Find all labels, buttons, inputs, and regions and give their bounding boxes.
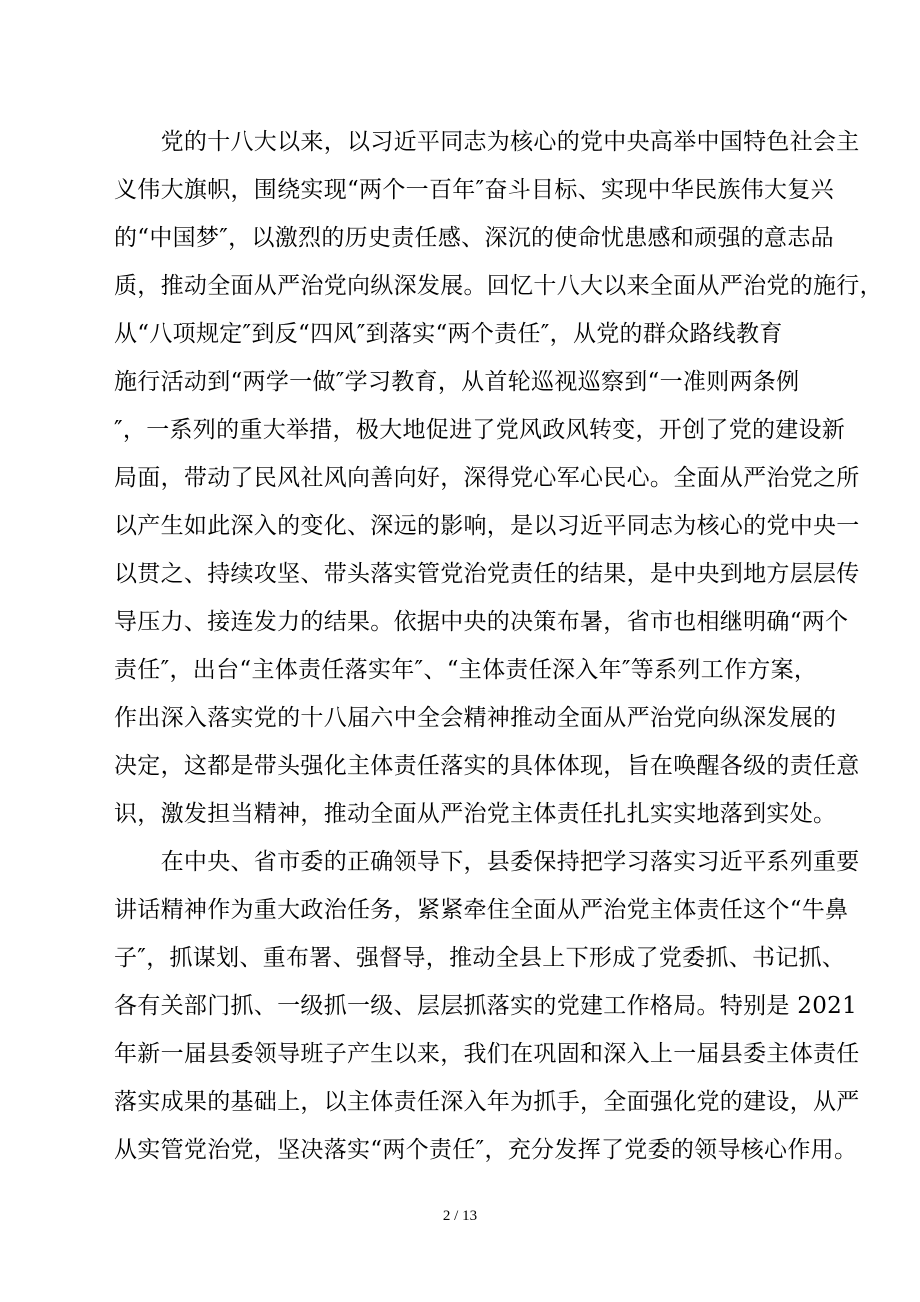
text-line: 作出深入落实党的十八届六中全会精神推动全面从严治党向纵深发展的 <box>114 705 837 731</box>
text-line: 落实成果的基础上，以主体责任深入年为抓手，全面强化党的建设，从严 <box>114 1089 860 1115</box>
text-line: 质，推动全面从严治党向纵深发展。回忆十八大以来全面从严治党的施行， <box>114 273 883 299</box>
text-line: 在中央、省市委的正确领导下，县委保持把学习落实习近平系列重要 <box>114 849 860 875</box>
text-line: ″，一系列的重大举措，极大地促进了党风政风转变，开创了党的建设新 <box>114 417 846 443</box>
text-line: 从“八项规定″到反“四风″到落实“两个责任″，从党的群众路线教育 <box>114 321 783 347</box>
text-line: 义伟大旗帜，围绕实现“两个一百年″奋斗目标、实现中华民族伟大复兴 <box>114 177 834 203</box>
text-line: 导压力、接连发力的结果。依据中央的决策布暑，省市也相继明确“两个 <box>114 609 849 635</box>
text-line: 讲话精神作为重大政治任务，紧紧牵住全面从严治党主体责任这个“牛鼻 <box>114 897 849 923</box>
text-line: 施行活动到“两学一做″学习教育，从首轮巡视巡察到“一准则两条例 <box>114 369 800 395</box>
text-line: 的“中国梦″，以激烈的历史责任感、深沉的使命忧患感和顽强的意志品 <box>114 225 834 251</box>
text-line: 局面，带动了民风社风向善向好，深得党心军心民心。全面从严治党之所 <box>114 465 860 491</box>
text-line: 以产生如此深入的变化、深远的影响，是以习近平同志为核心的党中央一 <box>114 513 860 539</box>
text-line: 子″，抓谋划、重布署、强督导，推动全县上下形成了党委抓、书记抓、 <box>114 945 846 971</box>
text-line: 以贯之、持续攻坚、带头落实管党治党责任的结果，是中央到地方层层传 <box>114 561 860 587</box>
text-line: 责任″，出台“主体责任落实年″、“主体责任深入年″等系列工作方案， <box>114 657 818 683</box>
text-line: 党的十八大以来，以习近平同志为核心的党中央高举中国特色社会主 <box>114 129 860 155</box>
text-line: 年新一届县委领导班子产生以来，我们在巩固和深入上一届县委主体责任 <box>114 1041 860 1067</box>
text-line: 从实管党治党，坚决落实“两个责任″，充分发挥了党委的领导核心作用。 <box>114 1137 858 1163</box>
text-line: 各有关部门抓、一级抓一级、层层抓落实的党建工作格局。特别是 2021 <box>114 993 858 1019</box>
text-line: 识，激发担当精神，推动全面从严治党主体责任扎扎实实地落到实处。 <box>114 801 837 827</box>
body-text <box>114 118 883 1174</box>
page-number: 2 / 13 <box>442 1208 478 1224</box>
text-line: 决定，这都是带头强化主体责任落实的具体体现，旨在唤醒各级的责任意 <box>114 753 860 779</box>
